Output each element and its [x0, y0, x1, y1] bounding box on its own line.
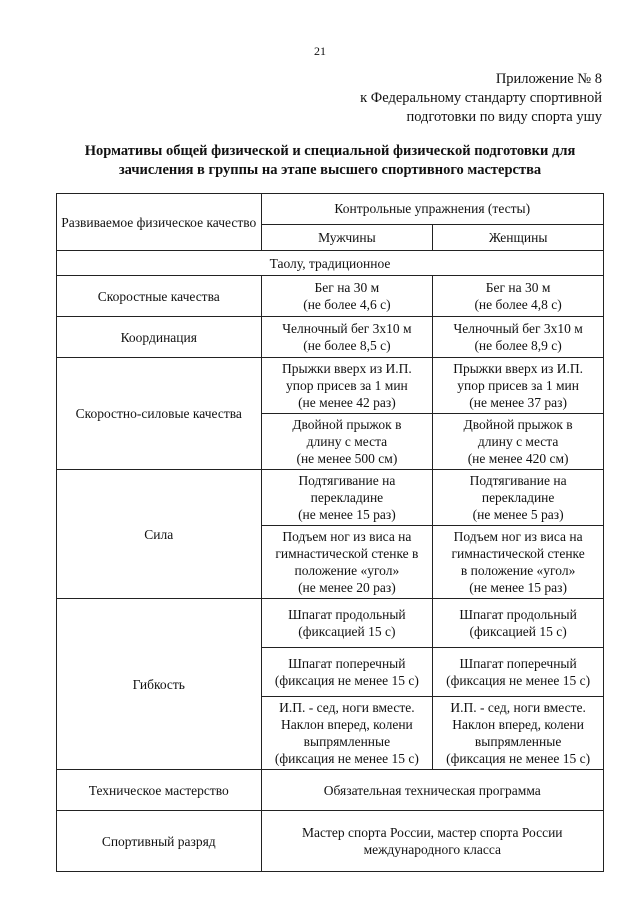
header-row: [57, 194, 604, 225]
cell-line: длину с места: [306, 434, 388, 449]
men-cell: [261, 599, 433, 648]
table-row: [57, 358, 604, 414]
merged-cell: [261, 811, 603, 872]
norms-table: [56, 193, 604, 872]
cell-line: Челночный бег 3x10 м: [282, 321, 412, 336]
cell-line: гимнастической стенке: [451, 546, 585, 561]
cell-line: Челночный бег 3x10 м: [453, 321, 583, 336]
cell-line: (не менее 420 см): [467, 451, 569, 466]
cell-line: длину с места: [477, 434, 559, 449]
header-quality: Развиваемое физическое качество: [57, 194, 262, 251]
table-row: [57, 770, 604, 811]
merged-cell: Обязательная техническая программа: [261, 770, 603, 811]
page-number: 21: [314, 44, 326, 58]
header-men: Мужчины: [261, 224, 433, 250]
women-cell: [433, 276, 604, 317]
men-cell: [261, 414, 433, 470]
quality-cell: Скоростные качества: [57, 276, 262, 317]
quality-cell: Скоростно-силовые качества: [57, 358, 262, 470]
cell-line: Бег на 30 м: [314, 280, 380, 295]
women-cell: [433, 697, 604, 770]
cell-line: Наклон вперед, колени: [452, 717, 585, 732]
quality-cell: Гибкость: [57, 599, 262, 770]
cell-line: (не более 8,9 с): [474, 338, 562, 353]
cell-line: выпрямленные: [474, 734, 562, 749]
cell-line: Шпагат продольный: [459, 607, 577, 622]
title-line: Нормативы общей физической и специальной физической подготовки для: [84, 143, 576, 159]
cell-line: Шпагат поперечный: [288, 656, 406, 671]
cell-line: Подъем ног из виса на: [453, 529, 583, 544]
cell-line: упор присев за 1 мин: [286, 378, 408, 393]
appendix-line: подготовки по виду спорта ушу: [406, 109, 602, 125]
men-cell: [261, 317, 433, 358]
section-title: Таолу, традиционное: [57, 251, 604, 276]
men-cell: [261, 276, 433, 317]
cell-line: Бег на 30 м: [485, 280, 551, 295]
men-cell: [261, 697, 433, 770]
men-cell: [261, 648, 433, 697]
men-cell: [261, 526, 433, 599]
women-cell: [433, 358, 604, 414]
cell-line: Подтягивание на: [298, 473, 396, 488]
cell-line: (фиксация не менее 15 с): [274, 673, 419, 688]
cell-line: Наклон вперед, колени: [280, 717, 413, 732]
women-cell: [433, 317, 604, 358]
cell-line: (фиксация не менее 15 с): [446, 673, 591, 688]
women-cell: [433, 648, 604, 697]
women-cell: [433, 414, 604, 470]
cell-line: (не более 8,5 с): [303, 338, 391, 353]
cell-line: (не менее 500 см): [296, 451, 398, 466]
cell-line: Прыжки вверх из И.П.: [453, 361, 584, 376]
cell-line: (не менее 42 раз): [298, 395, 396, 410]
cell-line: (не более 4,8 с): [474, 297, 562, 312]
cell-line: И.П. - сед, ноги вместе.: [450, 700, 586, 715]
table-row: [57, 599, 604, 648]
table-row: [57, 811, 604, 872]
appendix-line: Приложение № 8: [495, 71, 602, 87]
cell-line: перекладине: [481, 490, 555, 505]
cell-line: в положение «угол»: [460, 563, 576, 578]
cell-line: Подъем ног из виса на: [282, 529, 412, 544]
table-row: [57, 276, 604, 317]
men-cell: [261, 358, 433, 414]
appendix-heading: [360, 70, 602, 127]
quality-cell: Координация: [57, 317, 262, 358]
cell-line: упор присев за 1 мин: [457, 378, 579, 393]
cell-line: (не менее 20 раз): [298, 580, 396, 595]
cell-line: И.П. - сед, ноги вместе.: [279, 700, 415, 715]
cell-line: Подтягивание на: [469, 473, 567, 488]
cell-line: (не более 4,6 с): [303, 297, 391, 312]
cell-line: Шпагат продольный: [288, 607, 406, 622]
cell-line: положение «угол»: [294, 563, 400, 578]
cell-line: международного класса: [363, 842, 501, 857]
title-line: зачисления в группы на этапе высшего спортивного мастерства: [118, 162, 542, 178]
cell-line: Мастер спорта России, мастер спорта России: [302, 825, 563, 840]
cell-line: гимнастической стенке в: [275, 546, 419, 561]
appendix-line: к Федеральному стандарту спортивной: [360, 90, 602, 106]
cell-line: (не менее 15 раз): [298, 507, 396, 522]
table-row: [57, 317, 604, 358]
table-row: [57, 470, 604, 526]
cell-line: (не менее 37 раз): [469, 395, 567, 410]
quality-cell: Техническое мастерство: [57, 770, 262, 811]
cell-line: выпрямленные: [303, 734, 391, 749]
women-cell: [433, 470, 604, 526]
women-cell: [433, 599, 604, 648]
cell-line: (не менее 5 раз): [472, 507, 564, 522]
document-title: [60, 142, 600, 180]
cell-line: перекладине: [310, 490, 384, 505]
cell-line: (фиксация не менее 15 с): [446, 751, 591, 766]
cell-line: Двойной прыжок в: [463, 417, 573, 432]
men-cell: [261, 470, 433, 526]
cell-line: Шпагат поперечный: [459, 656, 577, 671]
cell-line: (фиксацией 15 с): [469, 624, 567, 639]
quality-cell: Сила: [57, 470, 262, 599]
cell-line: (не менее 15 раз): [469, 580, 567, 595]
quality-cell: Спортивный разряд: [57, 811, 262, 872]
cell-line: Двойной прыжок в: [292, 417, 402, 432]
header-tests: Контрольные упражнения (тесты): [261, 194, 603, 225]
women-cell: [433, 526, 604, 599]
cell-line: (фиксацией 15 с): [298, 624, 396, 639]
section-row: [57, 251, 604, 276]
cell-line: (фиксация не менее 15 с): [274, 751, 419, 766]
header-women: Женщины: [433, 224, 604, 250]
cell-line: Прыжки вверх из И.П.: [282, 361, 412, 376]
